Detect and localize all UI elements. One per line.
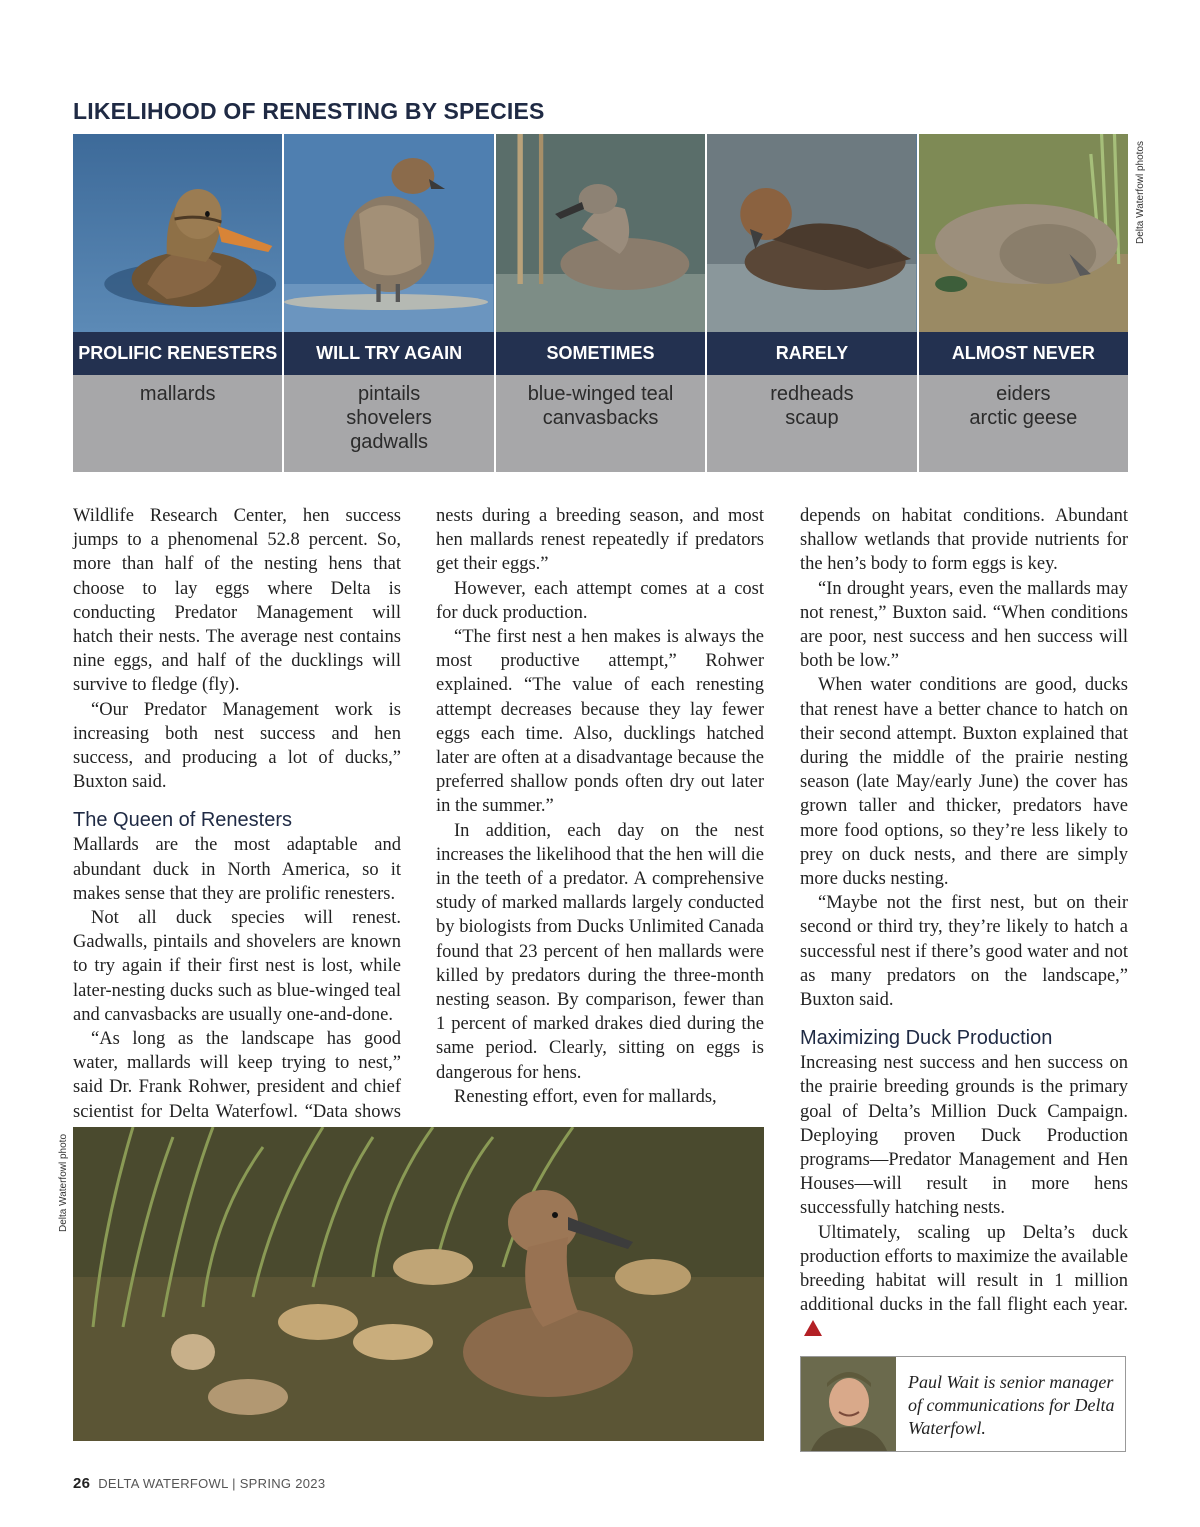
- category-species: [707, 375, 916, 472]
- article-final-text: Ultimately, scaling up Delta’s duck production efforts to maximize the available breeding habitat will result in 1 million additional ducks in the fall flight each year.: [800, 1222, 1128, 1316]
- species-name: canvasbacks: [542, 407, 659, 429]
- article-paragraph: [800, 1221, 1128, 1342]
- species-name: pintails: [357, 383, 421, 405]
- author-bio-text: Paul Wait is senior manager of communications for Delta Waterfowl.: [908, 1372, 1115, 1438]
- article-paragraph: “Our Predator Management work is increasing both nest success and hen success, and producing a lot of ducks,” Buxton said.: [73, 699, 401, 793]
- article-paragraph: depends on habitat conditions. Abundant shallow wetlands that provide nutrients for the hen’s body to form eggs is key.: [800, 506, 1128, 575]
- category-column-sometimes: [496, 134, 705, 472]
- section-title: LIKELIHOOD OF RENESTING BY SPECIES: [73, 98, 545, 124]
- footer-separator: |: [232, 1476, 236, 1491]
- subheading-maximizing-duck-production: Maximizing Duck Production: [800, 1027, 1053, 1050]
- category-species: [496, 375, 705, 472]
- photo-credit-top: Delta Waterfowl photos: [1135, 140, 1146, 244]
- article-paragraph: Increasing nest success and hen success on the prairie breeding grounds is the primary goal of Delta’s Million Duck Campaign. Deploying proven Duck Production programs—Predator Management and Hen Houses—will result in more hens successfully hatching nests.: [800, 1053, 1128, 1219]
- page-footer: [73, 1475, 325, 1492]
- redhead-hen-photo: [707, 134, 916, 332]
- species-name: eiders: [996, 383, 1051, 405]
- category-column-prolific: [73, 134, 282, 472]
- species-name: scaup: [785, 407, 839, 429]
- issue-date: SPRING 2023: [239, 1476, 326, 1491]
- article-column-2: [436, 504, 764, 1109]
- publication-name: DELTA WATERFOWL: [98, 1476, 229, 1491]
- article-column-3: [800, 504, 1128, 1342]
- article-paragraph: “In drought years, even the mallards may not renest,” Buxton said. “When conditions are poor, nest success and hen success will both be low.”: [800, 578, 1128, 672]
- category-heading: ALMOST NEVER: [919, 332, 1128, 375]
- article-paragraph: “As long as the landscape has good water, mallards will keep trying to nest,” said Dr. Frank Rohwer, president and chief scientist for Delta Waterfowl. “Data shows: [73, 1029, 401, 1122]
- article-paragraph: nests during a breeding season, and most hen mallards renest repeatedly if predators get their eggs.”: [436, 506, 764, 575]
- article-paragraph: Renesting effort, even for mallards,: [454, 1086, 717, 1107]
- category-heading: SOMETIMES: [496, 332, 705, 375]
- author-bio-box: [800, 1356, 1126, 1452]
- subheading-queen-of-renesters: The Queen of Renesters: [73, 809, 293, 832]
- article-paragraph: In addition, each day on the nest increases the likelihood that the hen will die in the teeth of a predator. A comprehensive study of marked mallards largely conducted by biologists from Ducks Unlimited Canada found that 23 percent of hen mallards were killed by predators during the three-month nesting season. By comparison, fewer than 1 percent of marked drakes died during the same period. Clearly, sitting on eggs is dangerous for hens.: [436, 820, 764, 1083]
- pintail-hen-photo: [284, 134, 493, 332]
- article-column-1: [73, 504, 401, 1148]
- species-name: blue-winged teal: [527, 383, 674, 405]
- category-species: [284, 375, 493, 472]
- category-column-almost-never: [919, 134, 1128, 472]
- article-paragraph: Wildlife Research Center, hen success jumps to a phenomenal 52.8 percent. So, more than half of the nesting hens that choose to lay eggs where Delta is conducting Predator Management will hatch their nests. The average nest contains nine eggs, and half of the ducklings will survive to fledge (fly).: [73, 506, 401, 696]
- article-paragraph: When water conditions are good, ducks that renest have a better chance to hatch on their second attempt. Buxton explained that during the middle of the prairie nesting season (late May/early June) the cover has grown taller and thicker, predators have more food options, so they’re less likely to prey on duck nests, and there are simply more ducks nesting.: [800, 675, 1128, 890]
- renesting-species-table: [73, 134, 1128, 472]
- category-column-rarely: [707, 134, 916, 472]
- species-name: gadwalls: [350, 431, 429, 453]
- eider-hen-photo: [919, 134, 1128, 332]
- article-paragraph: Not all duck species will renest. Gadwalls, pintails and shovelers are known to try again if their first nest is lost, while later-nesting ducks such as blue-winged teal and canvasbacks are usually one-and-done.: [73, 908, 401, 1025]
- article-paragraph: “Maybe not the first nest, but on their second or third try, they’re likely to hatch a successful nest if there’s good water and not as many predators on the landscape,” Buxton said.: [800, 893, 1128, 1011]
- mallard-hen-photo: [73, 134, 282, 332]
- article-paragraph: “The first nest a hen makes is always the most productive attempt,” Rohwer explained. “The value of each renesting attempt decreases because they lay fewer eggs each time. Also, ducklings hatched later are often at a disadvantage because the preferred shallow ponds often dry out later in the summer.”: [436, 627, 764, 817]
- category-heading: PROLIFIC RENESTERS: [73, 332, 282, 375]
- page-number: 26: [73, 1475, 91, 1492]
- category-species: [73, 375, 282, 472]
- species-name: arctic geese: [969, 407, 1078, 429]
- category-heading: RARELY: [707, 332, 916, 375]
- end-mark-icon: [804, 1320, 822, 1336]
- photo-credit-bottom: Delta Waterfowl photo: [58, 1133, 69, 1232]
- blue-winged-teal-hen-photo: [496, 134, 705, 332]
- article-paragraph: However, each attempt comes at a cost for duck production.: [436, 578, 764, 623]
- category-column-will-try: [284, 134, 493, 472]
- species-name: redheads: [770, 383, 854, 405]
- hen-with-ducklings-photo: [73, 1127, 764, 1441]
- category-species: [919, 375, 1128, 472]
- category-heading: WILL TRY AGAIN: [284, 332, 493, 375]
- article-paragraph: Mallards are the most adaptable and abundant duck in North America, so it makes sense that they are prolific renesters.: [73, 835, 401, 904]
- species-name: shovelers: [346, 407, 432, 429]
- author-portrait-photo: [801, 1357, 896, 1451]
- species-name: mallards: [139, 383, 216, 405]
